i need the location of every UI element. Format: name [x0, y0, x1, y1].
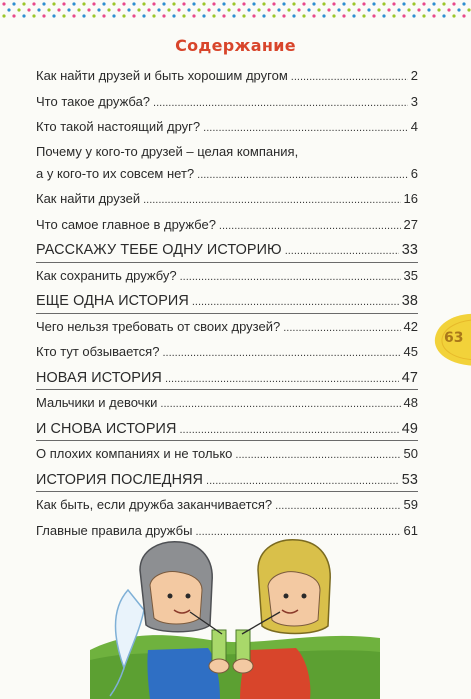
- toc-entry-page: 38: [401, 293, 418, 309]
- border-dot: [422, 2, 425, 5]
- border-dot: [362, 14, 365, 17]
- border-dot: [157, 8, 160, 11]
- border-dot: [252, 2, 255, 5]
- dot-leader: [192, 290, 399, 315]
- border-dot: [372, 14, 375, 17]
- border-dot: [142, 2, 145, 5]
- toc-entry: [36, 187, 418, 213]
- toc-entry-page: 53: [401, 471, 418, 488]
- toc-entry-page: 45: [403, 344, 418, 359]
- border-dot: [452, 2, 455, 5]
- dot-leader: [206, 469, 399, 494]
- page-number: 63: [444, 330, 464, 346]
- toc-entry-page: 2: [410, 68, 418, 83]
- border-dot: [192, 2, 195, 5]
- toc-entry-title: Кто такой настоящий друг?: [36, 119, 201, 134]
- toc-entry: [36, 213, 418, 239]
- toc-entry: [36, 162, 418, 188]
- story-underline: [36, 389, 418, 390]
- border-dot: [52, 14, 55, 17]
- border-dot: [347, 8, 350, 11]
- border-dot: [342, 2, 345, 5]
- border-dot: [72, 14, 75, 17]
- toc-entry-page: 59: [403, 497, 418, 512]
- border-dot: [37, 8, 40, 11]
- border-dot: [217, 8, 220, 11]
- dot-leader: [219, 214, 401, 239]
- toc-entry-title: Кто тут обзывается?: [36, 344, 160, 359]
- border-dot: [237, 8, 240, 11]
- toc-story-entry: [36, 366, 418, 392]
- border-dot: [222, 2, 225, 5]
- dot-leader: [179, 418, 398, 443]
- border-dot: [42, 2, 45, 5]
- border-dot: [32, 2, 35, 5]
- border-dot: [252, 14, 255, 17]
- border-dot: [42, 14, 45, 17]
- border-dot: [352, 2, 355, 5]
- border-dot: [292, 2, 295, 5]
- border-dot: [202, 2, 205, 5]
- toc-entry: [36, 115, 418, 141]
- dot-leader: [283, 316, 400, 341]
- toc-entry-page: 6: [410, 165, 418, 181]
- border-dot: [102, 2, 105, 5]
- border-dot: [282, 2, 285, 5]
- border-dot: [222, 14, 225, 17]
- toc-entry-page: 61: [403, 522, 418, 538]
- border-dot: [2, 2, 5, 5]
- toc-entry-page: 33: [401, 242, 418, 258]
- toc-entry-title: Главные правила дружбы: [36, 522, 193, 538]
- dot-leader: [203, 116, 408, 141]
- toc-entry-page: 3: [410, 93, 418, 109]
- border-dot: [287, 8, 290, 11]
- dot-leader: [180, 265, 401, 290]
- toc-entry-page: 48: [403, 395, 418, 410]
- border-dot: [367, 8, 370, 11]
- toc-entry-page: 49: [401, 420, 418, 437]
- toc-entry-title: Почему у кого-то друзей – целая компания,: [36, 143, 299, 159]
- border-dot: [392, 2, 395, 5]
- border-dot: [172, 14, 175, 17]
- toc-entry-title: Мальчики и девочки: [36, 395, 158, 410]
- border-dot: [317, 8, 320, 11]
- toc-entry-title: ИСТОРИЯ ПОСЛЕДНЯЯ: [36, 471, 204, 488]
- border-dot: [297, 8, 300, 11]
- border-dot: [182, 14, 185, 17]
- border-dot: [82, 14, 85, 17]
- border-dot: [467, 8, 470, 11]
- toc-story-entry: [36, 417, 418, 443]
- border-dot: [277, 8, 280, 11]
- border-dot: [197, 8, 200, 11]
- toc-entry-title: РАССКАЖУ ТЕБЕ ОДНУ ИСТОРИЮ: [36, 242, 282, 258]
- border-dot: [322, 14, 325, 17]
- toc-entry-title: И СНОВА ИСТОРИЯ: [36, 420, 177, 437]
- border-dot: [212, 14, 215, 17]
- toc-entry-title: а у кого-то их совсем нет?: [36, 165, 195, 181]
- toc-entry-page: 35: [403, 267, 418, 283]
- toc-entry-title: Что такое дружба?: [36, 93, 151, 109]
- border-dot: [377, 8, 380, 11]
- border-dot: [322, 2, 325, 5]
- border-dot: [402, 2, 405, 5]
- border-dot: [202, 14, 205, 17]
- toc-entry-page: 47: [401, 369, 418, 386]
- toc-entry-title: Как найти друзей и быть хорошим другом: [36, 68, 288, 83]
- border-dot: [382, 2, 385, 5]
- toc-entry-title: Что самое главное в дружбе?: [36, 216, 216, 232]
- border-dot: [2, 14, 5, 17]
- border-dot: [452, 14, 455, 17]
- story-underline: [36, 262, 418, 263]
- border-dot: [442, 14, 445, 17]
- border-dot: [412, 2, 415, 5]
- border-dot: [162, 14, 165, 17]
- border-dot: [77, 8, 80, 11]
- border-dot: [232, 14, 235, 17]
- border-dot: [242, 14, 245, 17]
- border-dot: [207, 8, 210, 11]
- border-dot: [92, 14, 95, 17]
- border-dot: [227, 8, 230, 11]
- border-dot: [397, 8, 400, 11]
- border-dot: [177, 8, 180, 11]
- border-dot: [312, 14, 315, 17]
- border-dot: [422, 14, 425, 17]
- dot-leader: [275, 494, 400, 519]
- page-title: Содержание: [175, 36, 296, 55]
- dot-leader: [235, 443, 400, 468]
- border-dot: [47, 8, 50, 11]
- border-dot: [407, 8, 410, 11]
- border-dot: [22, 2, 25, 5]
- border-dot: [87, 8, 90, 11]
- border-dot: [152, 14, 155, 17]
- border-dot: [12, 2, 15, 5]
- dot-leader: [285, 239, 399, 264]
- border-dot: [447, 8, 450, 11]
- border-dot: [122, 14, 125, 17]
- toc-entry: [36, 493, 418, 519]
- dot-leader: [162, 341, 400, 366]
- border-dot: [302, 2, 305, 5]
- border-dot: [57, 8, 60, 11]
- border-dot: [352, 14, 355, 17]
- border-dot: [262, 14, 265, 17]
- border-dot: [387, 8, 390, 11]
- border-dot: [332, 2, 335, 5]
- border-dot: [62, 14, 65, 17]
- top-dotted-border: [0, 0, 471, 22]
- border-dot: [257, 8, 260, 11]
- border-dot: [182, 2, 185, 5]
- border-dot: [462, 14, 465, 17]
- border-dot: [172, 2, 175, 5]
- border-dot: [272, 14, 275, 17]
- border-dot: [192, 14, 195, 17]
- border-dot: [382, 14, 385, 17]
- border-dot: [97, 8, 100, 11]
- border-dot: [262, 2, 265, 5]
- toc-entry-page: 4: [410, 119, 418, 134]
- toc-entry-title: ЕЩЕ ОДНА ИСТОРИЯ: [36, 293, 189, 309]
- border-dot: [292, 14, 295, 17]
- border-dot: [162, 2, 165, 5]
- border-dot: [22, 14, 25, 17]
- border-dot: [342, 14, 345, 17]
- border-dot: [17, 8, 20, 11]
- border-dot: [232, 2, 235, 5]
- border-dot: [137, 8, 140, 11]
- border-dot: [372, 2, 375, 5]
- toc-entry: [36, 442, 418, 468]
- border-dot: [302, 14, 305, 17]
- border-dot: [212, 2, 215, 5]
- border-dot: [82, 2, 85, 5]
- border-dot: [412, 14, 415, 17]
- toc-story-entry: [36, 289, 418, 315]
- story-underline: [36, 313, 418, 314]
- border-dot: [327, 8, 330, 11]
- toc-entry-page: 42: [403, 318, 418, 334]
- toc-entry: [36, 391, 418, 417]
- border-dot: [357, 8, 360, 11]
- border-dot: [462, 2, 465, 5]
- toc-entry: [36, 315, 418, 341]
- toc-entry-title: Чего нельзя требовать от своих друзей?: [36, 318, 281, 334]
- dot-leader: [153, 91, 408, 116]
- border-dot: [102, 14, 105, 17]
- border-dot: [167, 8, 170, 11]
- dot-leader: [197, 163, 408, 188]
- page-number-badge: [430, 310, 471, 370]
- border-dot: [362, 2, 365, 5]
- toc-entry-page: 27: [403, 216, 418, 232]
- dot-leader: [291, 65, 408, 90]
- border-dot: [312, 2, 315, 5]
- border-dot: [247, 8, 250, 11]
- border-dot: [72, 2, 75, 5]
- dot-leader: [165, 367, 399, 392]
- border-dot: [392, 14, 395, 17]
- border-dot: [32, 14, 35, 17]
- table-of-contents: [36, 64, 418, 544]
- border-dot: [432, 2, 435, 5]
- border-dot: [27, 8, 30, 11]
- toc-entry: [36, 141, 418, 162]
- toc-entry: [36, 90, 418, 116]
- border-dot: [242, 2, 245, 5]
- dot-leader: [143, 188, 400, 213]
- border-dot: [7, 8, 10, 11]
- border-dot: [62, 2, 65, 5]
- border-dot: [147, 8, 150, 11]
- border-dot: [142, 14, 145, 17]
- border-dot: [417, 8, 420, 11]
- toc-entry: [36, 340, 418, 366]
- toc-entry-title: Как сохранить дружбу?: [36, 267, 177, 283]
- border-dot: [442, 2, 445, 5]
- border-dot: [187, 8, 190, 11]
- border-dot: [117, 8, 120, 11]
- border-dot: [132, 14, 135, 17]
- border-dot: [127, 8, 130, 11]
- border-dot: [112, 14, 115, 17]
- border-dot: [332, 14, 335, 17]
- border-dot: [272, 2, 275, 5]
- border-dot: [437, 8, 440, 11]
- border-dot: [132, 2, 135, 5]
- border-dot: [52, 2, 55, 5]
- border-dot: [267, 8, 270, 11]
- story-underline: [36, 491, 418, 492]
- border-dot: [457, 8, 460, 11]
- toc-entry-title: О плохих компаниях и не только: [36, 446, 233, 461]
- border-dot: [107, 8, 110, 11]
- toc-entry: [36, 64, 418, 90]
- toc-entry: [36, 264, 418, 290]
- border-dot: [432, 14, 435, 17]
- toc-entry-title: НОВАЯ ИСТОРИЯ: [36, 369, 162, 386]
- toc-entry-page: 16: [403, 191, 418, 206]
- toc-entry-title: Как найти друзей: [36, 191, 141, 206]
- border-dot: [122, 2, 125, 5]
- toc-entry-page: 50: [403, 446, 418, 461]
- border-dot: [12, 14, 15, 17]
- toc-story-entry: [36, 468, 418, 494]
- toc-story-entry: [36, 238, 418, 264]
- border-dot: [112, 2, 115, 5]
- border-dot: [402, 14, 405, 17]
- story-underline: [36, 440, 418, 441]
- toc-entry-title: Как быть, если дружба заканчивается?: [36, 497, 273, 512]
- border-dot: [152, 2, 155, 5]
- border-dot: [337, 8, 340, 11]
- border-dot: [282, 14, 285, 17]
- knights-illustration: [90, 530, 380, 699]
- border-dot: [67, 8, 70, 11]
- dot-leader: [160, 392, 400, 417]
- border-dot: [427, 8, 430, 11]
- border-dot: [307, 8, 310, 11]
- border-dot: [92, 2, 95, 5]
